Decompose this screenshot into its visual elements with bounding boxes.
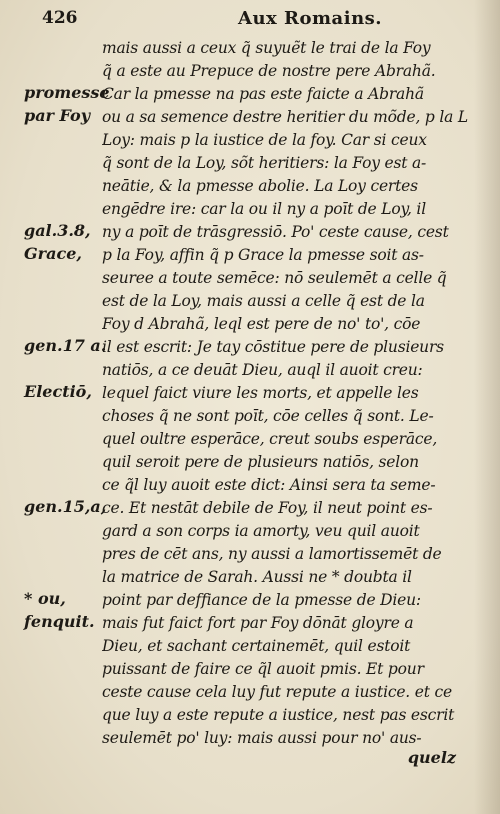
text-line: la matrice de Sarah. Aussi ne * doubta il [102, 568, 412, 586]
margin-note: par Foy [24, 106, 91, 125]
text-line: Car la pmesse na pas este faicte a Abrahã [102, 85, 424, 103]
text-line: ceste cause cela luy fut repute a iustice. et ce [102, 683, 452, 701]
margin-note: gal.3.8, [24, 221, 91, 240]
text-line: est de la Loy, mais aussi a celle q̃ est de la [102, 292, 425, 310]
text-line: ce q̃l luy auoit este dict: Ainsi sera ta seme- [102, 476, 436, 494]
text-line: Dieu, et sachant certainemēt, quil estoit [102, 637, 411, 655]
margin-note: gen.15,a, [24, 497, 107, 516]
text-line: ny a poīt de trāsgressiō. Po' ceste cause, cest [102, 223, 449, 241]
text-line: engēdre ire: car la ou il ny a poīt de Loy, il [102, 200, 426, 218]
text-line: pres de cēt ans, ny aussi a lamortissemēt de [102, 545, 442, 563]
text-line: il est escrit: Je tay cōstitue pere de plusieurs [102, 338, 444, 356]
margin-note: promesse [24, 83, 110, 102]
text-line: q̃ sont de la Loy, sõt heritiers: la Foy est a- [102, 154, 427, 172]
text-line: neātie, & la pmesse abolie. La Loy certes [102, 177, 418, 195]
text-line: Loy: mais p la iustice de la foy. Car si ceux [102, 131, 427, 149]
text-line: quel oultre esperāce, creut soubs esperāce, [102, 430, 438, 448]
text-line: q̃ a este au Prepuce de nostre pere Abrahã. [102, 62, 436, 80]
text-line: choses q̃ ne sont poīt, cōe celles q̃ sont. Le- [102, 407, 434, 425]
text-line: seuree a toute semēce: nō seulemēt a celle q̃ [102, 269, 447, 287]
text-line: mais aussi a ceux q̃ suyuẽt le trai de la Foy [102, 39, 431, 57]
page-header [30, 8, 470, 30]
text-line: point par deffiance de la pmesse de Dieu: [102, 591, 421, 609]
catchword: quelz [407, 748, 456, 767]
text-line: seulemēt po' luy: mais aussi pour no' aus- [102, 729, 422, 747]
margin-note: Electiō, [24, 382, 92, 401]
running-title: Aux Romains. [238, 8, 383, 29]
text-line: puissant de faire ce q̃l auoit pmis. Et pour [102, 660, 424, 678]
text-line: ce. Et nestāt debile de Foy, il neut point es- [102, 499, 433, 517]
page-edge-shadow [474, 0, 500, 814]
text-line: ou a sa semence destre heritier du mõde, p la L [102, 108, 468, 126]
text-line: quil seroit pere de plusieurs natiōs, selon [102, 453, 419, 471]
text-line: mais fut faict fort par Foy dōnāt gloyre a [102, 614, 414, 632]
text-line: gard a son corps ia amorty, veu quil auoit [102, 522, 420, 540]
text-line: lequel faict viure les morts, et appelle les [102, 384, 419, 402]
margin-note: fenquit. [24, 612, 95, 631]
margin-note: gen.17 a. [24, 336, 107, 355]
page-number: 426 [42, 8, 78, 28]
text-line: p la Foy, affin q̃ p Grace la pmesse soit as- [102, 246, 424, 264]
text-line: Foy d Abrahã, leql est pere de no' to', cōe [102, 315, 421, 333]
margin-note: Grace, [24, 244, 82, 263]
text-line: que luy a este repute a iustice, nest pas escrit [102, 706, 455, 724]
margin-note: * ou, [24, 589, 66, 608]
text-line: natiōs, a ce deuāt Dieu, auql il auoit creu: [102, 361, 423, 379]
